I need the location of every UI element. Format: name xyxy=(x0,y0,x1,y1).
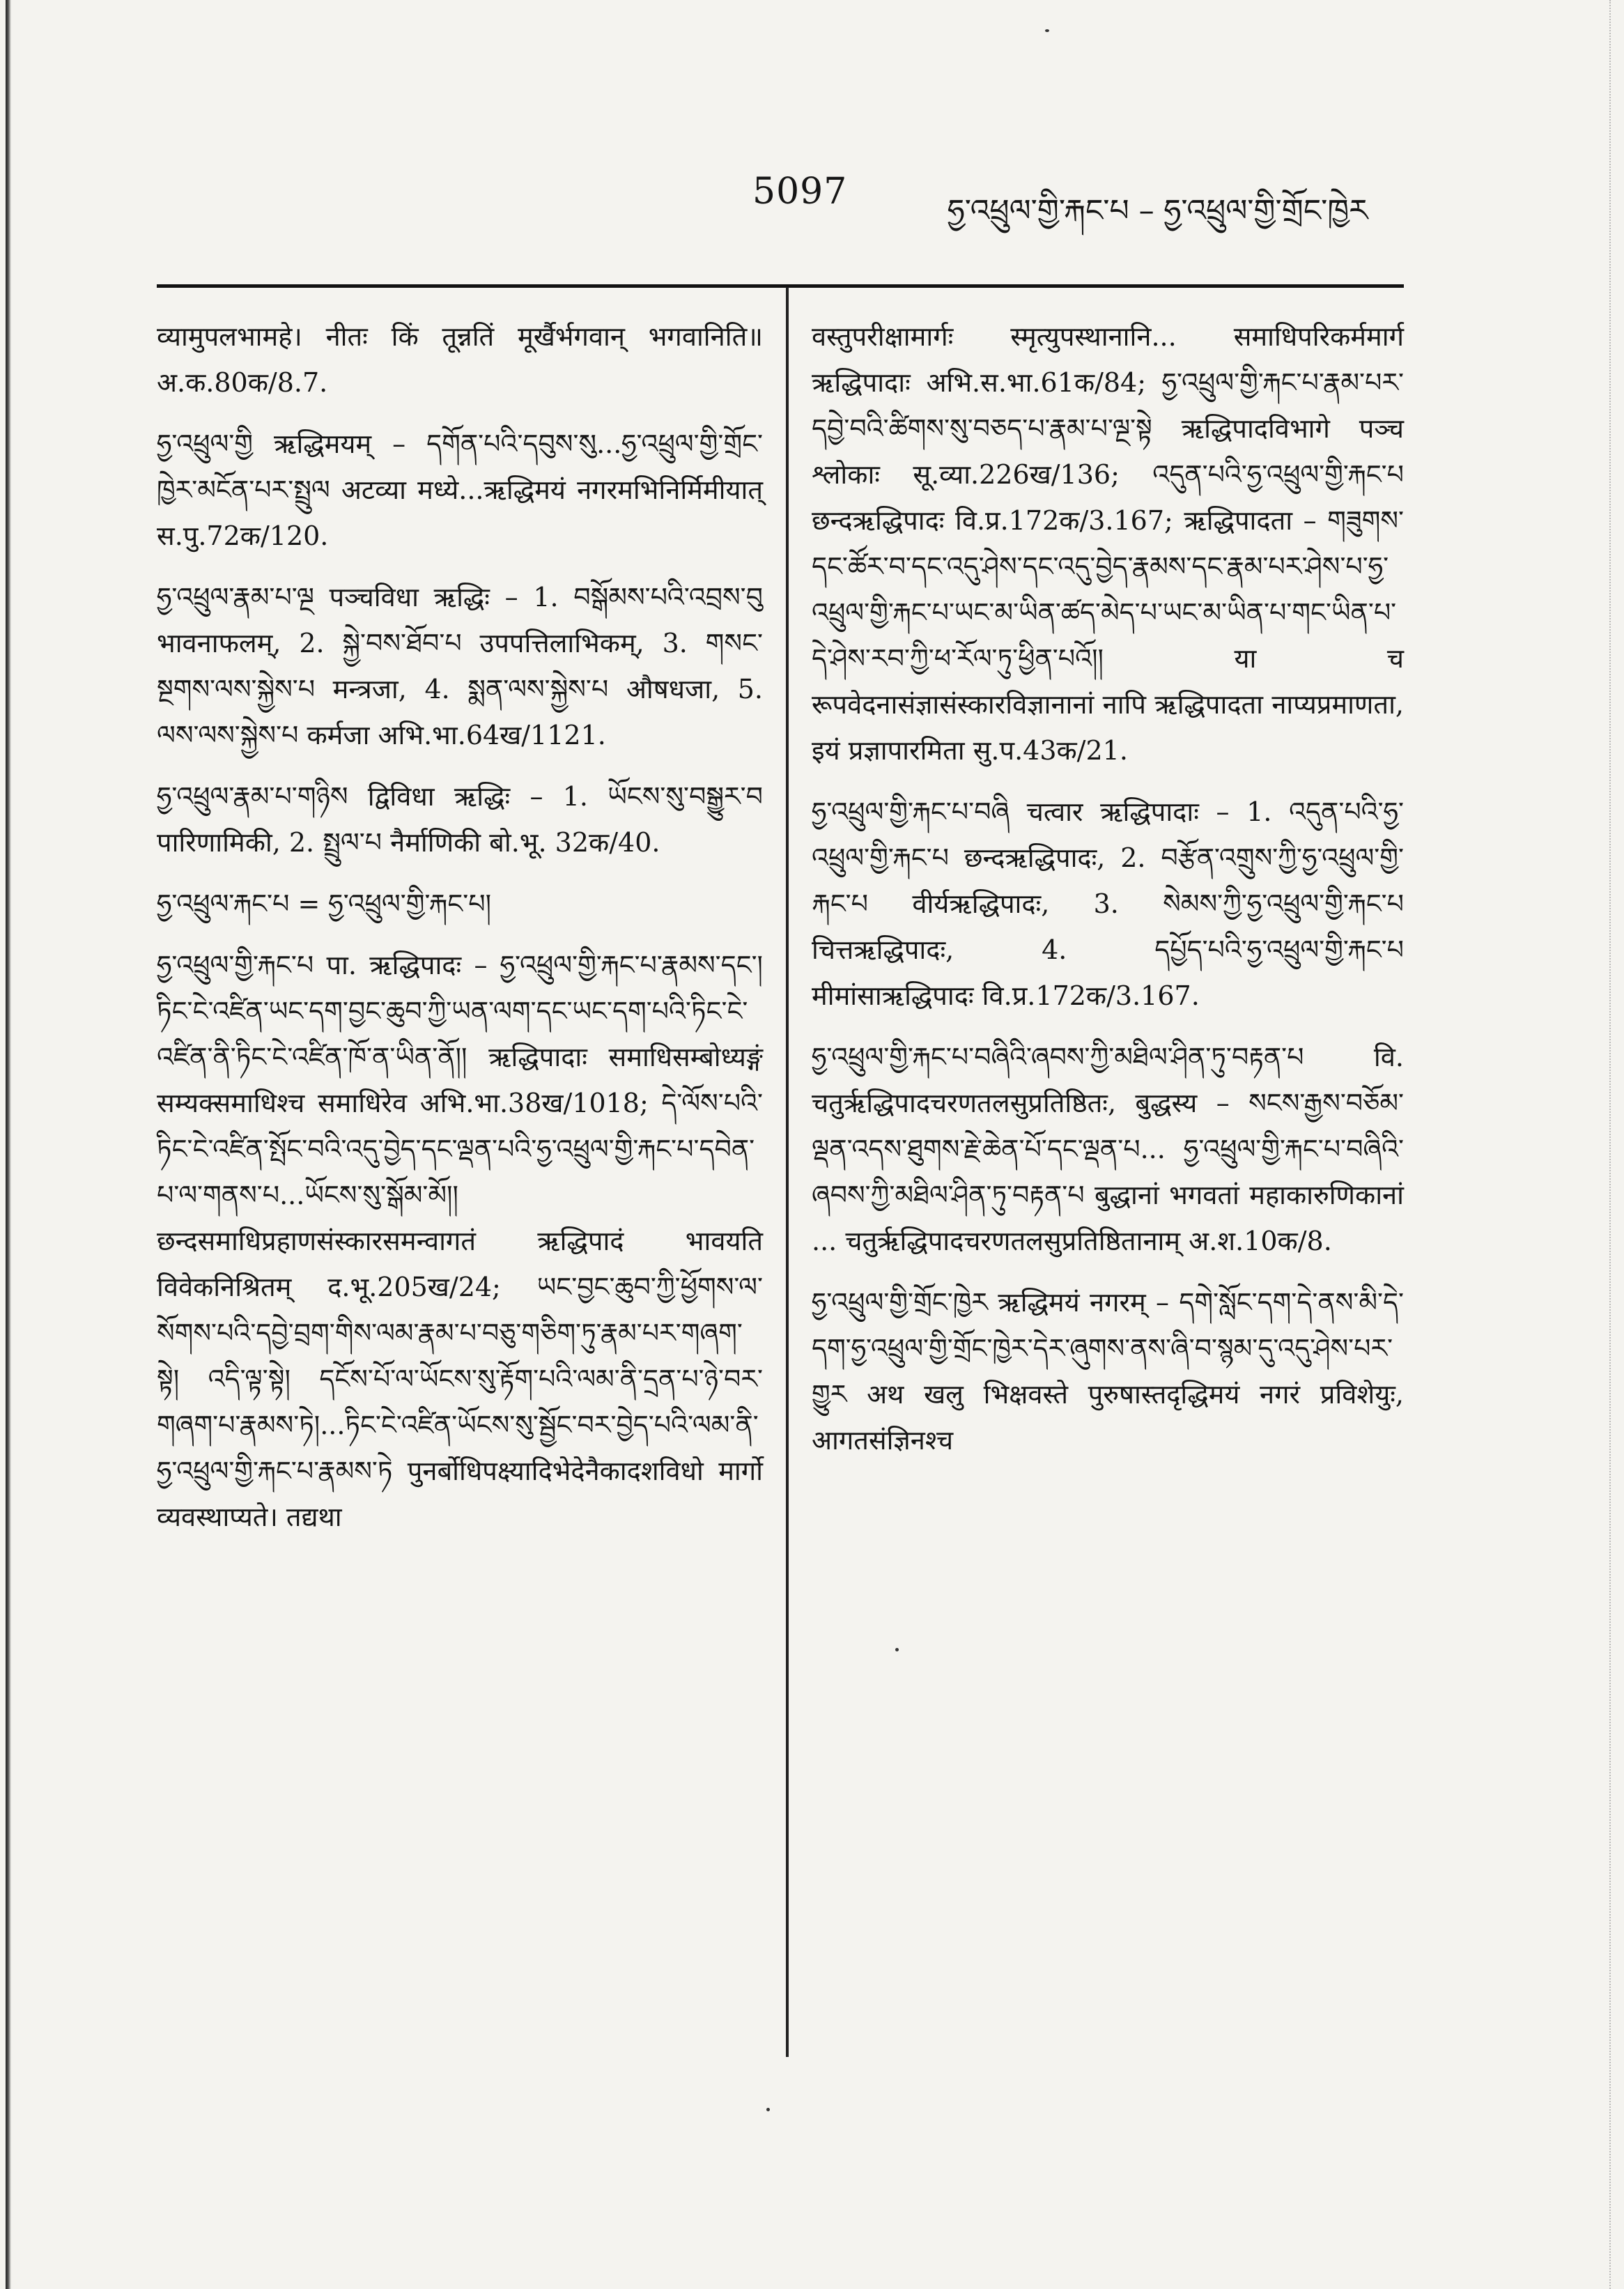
entry-text: ཧྱ་འཕྲུལ་རྣམ་པ་ལྔ पञ्चविधा ऋद्धिः – 1. བསྒོམས་པའི་འབྲས་བུ भावनाफलम्, 2. སྐྱེ་བས་ཐོབ་པ उपपत्तिलाभिकम्, 3. གསང་སྔགས་ལས་སྐྱེས་པ मन्त्रजा, 4. སྨན་ལས་སྐྱེས་པ औषधजा, 5. ལས་ལས་སྐྱེས་པ कर्मजा अभि.भा.64ख/1121. xyxy=(157,582,763,750)
header-rule xyxy=(157,284,1404,288)
scan-speck xyxy=(766,2108,770,2111)
column-divider xyxy=(786,287,789,2057)
right-column xyxy=(812,314,1404,1479)
scan-speck xyxy=(895,1648,899,1651)
scan-speck xyxy=(1045,29,1049,32)
running-head: ཧྱ་འཕྲུལ་གྱི་རྐང་པ – ཧྱ་འཕྲུལ་གྱི་གྲོང་ཁྱེར xyxy=(948,193,1368,229)
binding-edge xyxy=(6,0,11,2289)
entry-text: ཧྱ་འཕྲུལ་གྱི་རྐང་པ་བཞི चत्वार ऋद्धिपादाः – 1. འདུན་པའི་ཧྱ་འཕྲུལ་གྱི་རྐང་པ छन्दऋद्धिपादः, 2. བརྩོན་འགྲུས་ཀྱི་ཧྱ་འཕྲུལ་གྱི་རྐང་པ वीर्यऋद्धिपादः, 3. སེམས་ཀྱི་ཧྱ་འཕྲུལ་གྱི་རྐང་པ चित्तऋद्धिपादः, 4. དཔྱོད་པའི་ཧྱ་འཕྲུལ་གྱི་རྐང་པ मीमांसाऋद्धिपादः वि.प्र.172क/3.167. xyxy=(812,796,1404,1011)
entry-text: वस्तुपरीक्षामार्गः स्मृत्युपस्थानानि... समाधिपरिकर्ममार्ग ऋद्धिपादाः अभि.स.भा.61क/84; ཧྱ་འཕྲུལ་གྱི་རྐང་པ་རྣམ་པར་དབྱེ་བའི་ཚིགས་སུ་བཅད་པ་རྣམ་པ་ལྔ་སྟེ ऋद्धिपादविभागे पञ्च श्लोकाः सू.व्या.226ख/136; འདུན་པའི་ཧྱ་འཕྲུལ་གྱི་རྐང་པ छन्दऋद्धिपादः वि.प्र.172क/3.167; ऋद्धिपादता – གཟུགས་དང་ཚོར་བ་དང་འདུ་ཤེས་དང་འདུ་བྱེད་རྣམས་དང་རྣམ་པར་ཤེས་པ་ཧྱ་འཕྲུལ་གྱི་རྐང་པ་ཡང་མ་ཡིན་ཚད་མེད་པ་ཡང་མ་ཡིན་པ་གང་ཡིན་པ་དེ་ཤེས་རབ་ཀྱི་ཕ་རོལ་ཏུ་ཕྱིན་པའོ།། या च रूपवेदनासंज्ञासंस्कारविज्ञानानां नापि ऋद्धिपादता नाप्यप्रमाणता, इयं प्रज्ञापारमिता सु.प.43क/21. xyxy=(812,321,1404,766)
entry-text: ཧྱ་འཕྲུལ་རྣམ་པ་གཉིས द्विविधा ऋद्धिः – 1. ཡོངས་སུ་བསྒྱུར་བ पारिणामिकी, 2. སྤྲུལ་པ नैर्माणिकी बो.भू. 32क/40. xyxy=(157,781,763,858)
entry-text: ཧྱ་འཕྲུལ་གྱི་རྐང་པ་བཞིའི་ཞབས་ཀྱི་མཐིལ་ཤིན་ཏུ་བརྟན་པ वि. चतुर्ऋद्धिपादचरणतलसुप्रतिष्ठितः, बुद्धस्य – སངས་རྒྱས་བཅོམ་ལྡན་འདས་ཐུགས་རྗེ་ཆེན་པོ་དང་ལྡན་པ... ཧྱ་འཕྲུལ་གྱི་རྐང་པ་བཞིའི་ཞབས་ཀྱི་མཐིལ་ཤིན་ཏུ་བརྟན་པ बुद्धानां भगवतां महाकारुणिकानां ... चतुर्ऋद्धिपादचरणतलसुप्रतिष्ठितानाम् अ.श.10क/8. xyxy=(812,1042,1404,1256)
entry-text: ཧྱ་འཕྲུལ་གྱི་གྲོང་ཁྱེར ऋद्धिमयं नगरम् – དགེ་སློང་དག་དེ་ནས་མི་དེ་དག་ཧྱ་འཕྲུལ་གྱི་གྲོང་ཁྱེར་དེར་ཞུགས་ནས་ཞི་བ་སྙམ་དུ་འདུ་ཤེས་པར་གྱུར अथ खलु भिक्षवस्ते पुरुषास्तदृद्धिमयं नगरं प्रविशेयुः, आगतसंज्ञिनश्च xyxy=(812,1287,1404,1456)
page-edge xyxy=(1609,0,1614,2289)
entry-text: ཧྱ་འཕྲུལ་རྐང་པ = ཧྱ་འཕྲུལ་གྱི་རྐང་པ། xyxy=(157,888,492,919)
entry-text: ཧྱ་འཕྲུལ་གྱི་རྐང་པ पा. ऋद्धिपादः – ཧྱ་འཕྲུལ་གྱི་རྐང་པ་རྣམས་དང་། ཏིང་ངེ་འཛིན་ཡང་དག་བྱང་ཆུབ་ཀྱི་ཡན་ལག་དང་ཡང་དག་པའི་ཏིང་ངེ་འཛིན་ནི་ཏིང་ངེ་འཛིན་ཁོ་ན་ཡིན་ནོ།། ऋद्धिपादाः समाधिसम्बोध्यङ्गं सम्यक्समाधिश्च समाधिरेव अभि.भा.38ख/1018; དེ་ལོས་པའི་ཏིང་ངེ་འཛིན་སྤོང་བའི་འདུ་བྱེད་དང་ལྡན་པའི་ཧྱ་འཕྲུལ་གྱི་རྐང་པ་དབེན་པ་ལ་གནས་པ...ཡོངས་སུ་སྒོམ་མོ།། छन्दसमाधिप्रहाणसंस्कारसमन्वागतं ऋद्धिपादं भावयति विवेकनिश्रितम् द.भू.205ख/24; ཡང་བྱང་ཆུབ་ཀྱི་ཕྱོགས་ལ་སོགས་པའི་དབྱེ་བྲག་གིས་ལམ་རྣམ་པ་བཅུ་གཅིག་ཏུ་རྣམ་པར་གཞག་སྟེ། འདི་ལྟ་སྟེ། དངོས་པོ་ལ་ཡོངས་སུ་རྟོག་པའི་ལམ་ནི་དྲན་པ་ཉེ་བར་གཞག་པ་རྣམས་ཏེ།...ཏིང་ངེ་འཛིན་ཡོངས་སུ་སྦྱོང་བར་བྱེད་པའི་ལམ་ནི་ཧྱ་འཕྲུལ་གྱི་རྐང་པ་རྣམས་ཏེ पुनर्बोधिपक्ष्यादिभेदेनैकादशविधो मार्गो व्यवस्थाप्यते। तद्यथा xyxy=(157,950,763,1532)
left-column xyxy=(157,314,763,1555)
entry-text: व्यामुपलभामहे। नीतः किं तून्नतिं मूर्खैर्भगवान् भगवानिति॥ अ.क.80क/8.7. xyxy=(157,321,763,398)
page-header xyxy=(752,171,1421,233)
entry-text: ཧྱ་འཕྲུལ་གྱི ऋद्धिमयम् – དགོན་པའི་དབུས་སུ...ཧྱ་འཕྲུལ་གྱི་གྲོང་ཁྱེར་མངོན་པར་སྤྲུལ अटव्या मध्ये...ऋद्धिमयं नगरमभिनिर्मिमीयात् स.पु.72क/120. xyxy=(157,429,763,551)
page-number: 5097 xyxy=(752,171,848,213)
